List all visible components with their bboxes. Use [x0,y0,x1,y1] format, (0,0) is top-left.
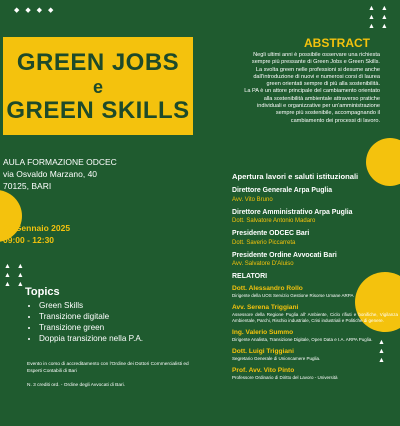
speaker-description: Dirigente della UOS Servizio Gestione Risorse Umane ARPA [232,293,354,298]
venue-street: via Osvaldo Marzano, 40 [3,169,98,179]
topic-item: • Doppia transizione nella P.A. [39,333,143,344]
speaker-description: Assessore della Regione Puglia all' Ambiente, Ciclo rifiuti e bonifiche, Vigilanza Ambientale, Parchi, Rischio industriale, Crisi industriali e Politiche di genere. [232,312,398,323]
decorative-triangles-left: ▲ ▲ ▲ ▲ ▲ ▲ [4,263,26,288]
abstract-line: sempre più sostenibile, accompagnando il [275,110,380,117]
venue-block [3,156,117,192]
opening-item [232,209,398,226]
abstract-line: La svolta green nelle professioni si desume anche [255,66,380,73]
speaker-item [232,329,398,343]
opening-person: Avv. Salvatore D'Aluiso [232,261,294,267]
opening-item [232,230,398,247]
opening-role: Presidente ODCEC Bari [232,230,310,237]
opening-title: Apertura lavori e saluti istituzionali [232,172,359,181]
topics-list [25,300,143,344]
opening-person: Avv. Vito Bruno [232,196,273,203]
topic-item: • Transizione digitale [39,311,143,322]
decorative-dots-top-right: ▲ ▲ ▲ ▲ ▲ ▲ [368,5,390,30]
hero-title-box [3,37,193,135]
speaker-name: Prof. Avv. Vito Pinto [232,367,295,374]
opening-person: Dott. Saverio Piccarreta [232,239,296,246]
decorative-dots-top-left: ◆ ◆ ◆ ◆ [14,7,56,14]
opening-role: Direttore Generale Arpa Puglia [232,187,333,194]
speaker-description: Professore Ordinario di Diritto del Lavoro - Università [232,375,338,380]
venue-name: AULA FORMAZIONE ODCEC [3,157,117,167]
abstract-line: cambiamento dei processi di lavoro. [290,117,380,124]
speaker-description: Segretario Generale di Unioncamere Puglia. [232,356,321,361]
opening-person: Dott. Salvatore Antonio Madaro [232,218,316,224]
speaker-item [232,285,398,299]
abstract-line: dall'introduzione di nuovi e numerosi corsi di laurea [253,73,380,80]
speakers-title: RELATORI [232,273,268,280]
event-time: 09:00 - 12:30 [3,235,55,245]
speaker-name: Ing. Valerio Summo [232,329,294,336]
abstract-line: individuali e organizzative per un'amministrazione [257,103,380,110]
hero-title-line3: GREEN SKILLS [6,97,190,124]
abstract-line: sempre più pressante di Green Jobs e Green Skills. [251,59,380,66]
abstract-line: alla sostenibilità ambientale attraverso pratiche [263,95,380,102]
abstract-body [198,52,380,125]
credits-note: N. 3 crediti ord. - Ordine degli Avvocati di Bari. [27,383,126,388]
speaker-item [232,304,398,324]
abstract-line: Negli ultimi anni è possibile osservare una richiesta [253,52,380,58]
opening-role: Direttore Amministrativo Arpa Puglia [232,208,353,216]
topics-section [25,286,143,344]
schedule-block [3,222,70,246]
event-date: 22 Gennaio 2025 [3,223,71,233]
speaker-item [232,348,398,362]
speaker-name: Dott. Alessandro Rollo [232,285,303,292]
abstract-line: La PA è un attore principale del cambiamento orientato [244,88,380,95]
opening-role: Presidente Ordine Avvocati Bari [232,251,337,259]
accreditation-note: Evento in corso di accreditamento con l'Ordine dei Dottori Commercialisti ed Esperti Contabili di Bari [27,362,189,374]
speaker-name: Avv. Serena Triggiani [232,304,299,311]
hero-title-line1: GREEN JOBS [16,49,180,76]
speaker-item [232,367,398,381]
topic-item: • Transizione green [39,322,143,333]
topic-item: • Green Skills [39,300,143,311]
speaker-description: Dirigente Analista, Transizione Digitale, Open Data e I.A. ARPA Puglia. [232,337,373,342]
topics-title: Topics [25,286,60,298]
program-column [232,172,398,386]
abstract-line: green orientati sempre di più alla sostenibilità. [266,81,380,88]
venue-city: 70125, BARI [3,181,52,191]
speaker-name: Dott. Luigi Triggiani [232,348,294,355]
abstract-title: ABSTRACT [304,36,370,50]
opening-item [232,252,398,269]
hero-title-conjunction: e [92,77,103,97]
opening-item [232,187,398,204]
decorative-triangles-right: ▲ ▲ ▲ [378,339,387,364]
